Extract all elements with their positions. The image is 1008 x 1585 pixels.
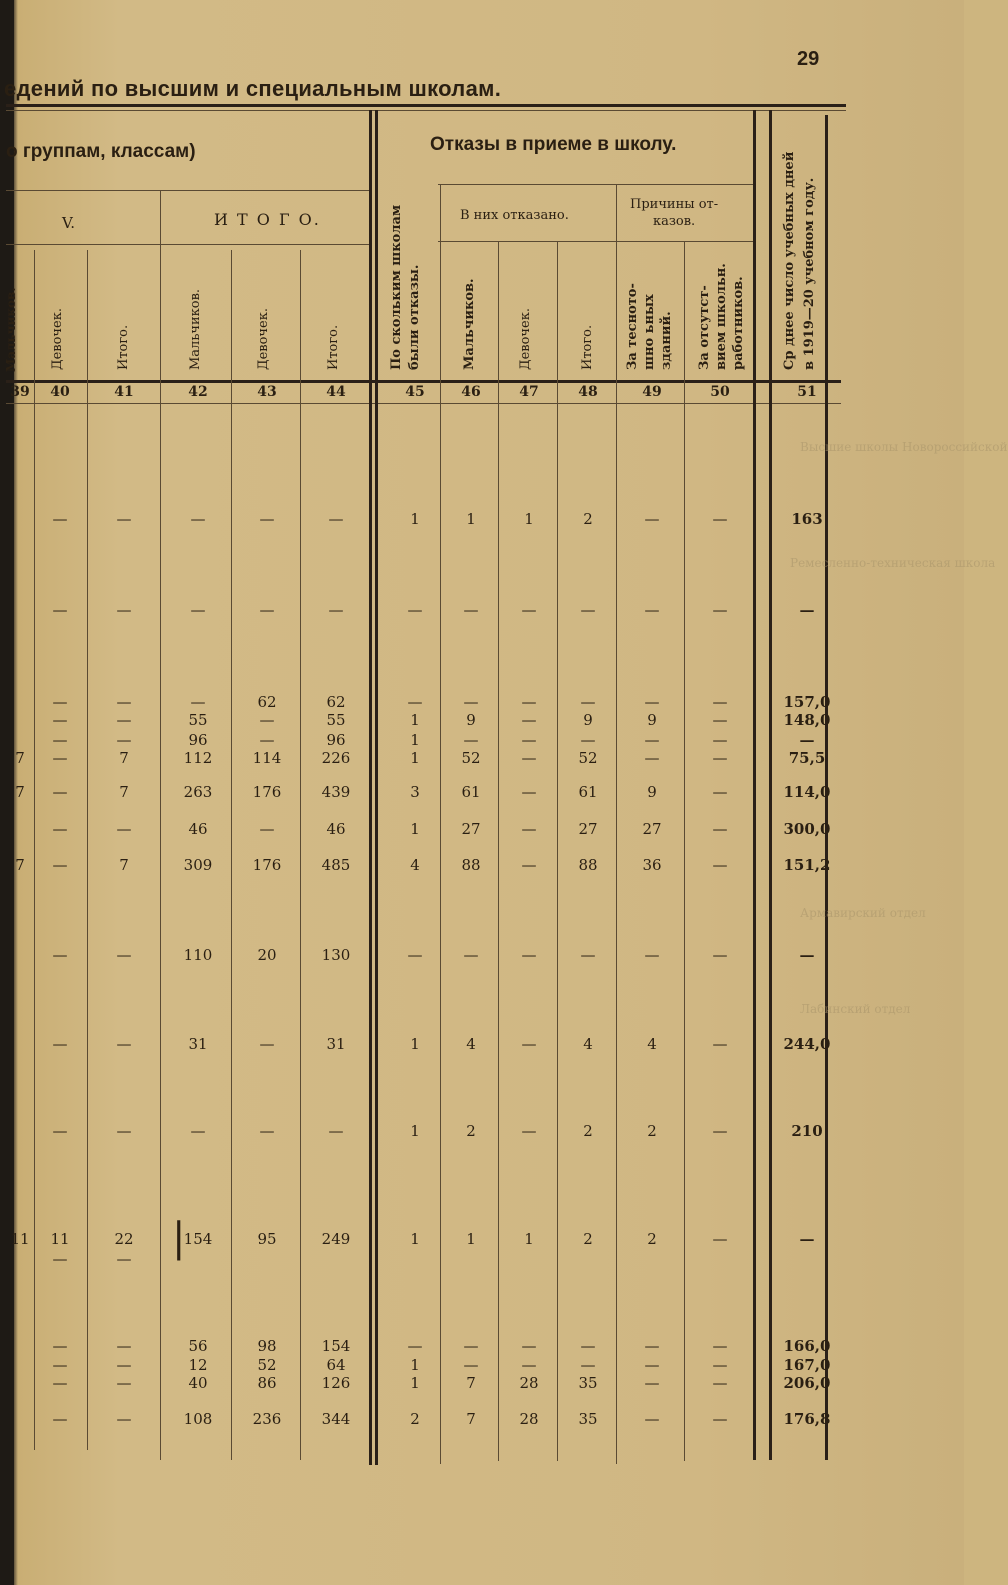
refused-of-them-heading: В них отказано. <box>460 208 569 223</box>
table-cell-c48: 9 <box>583 711 593 729</box>
column-number: 48 <box>578 384 598 400</box>
table-cell-c49: — <box>644 1337 660 1355</box>
table-cell-c49: 27 <box>642 820 662 838</box>
grid-line <box>87 250 88 1450</box>
table-cell-c41: — <box>116 510 132 528</box>
table-cell-c50: — <box>712 783 728 801</box>
table-cell-c42: 108 <box>183 1410 213 1428</box>
table-cell-c51: — <box>799 946 815 964</box>
table-cell-c50: — <box>712 1230 728 1248</box>
table-cell-c46: 1 <box>466 1230 476 1248</box>
table-cell-c44: 226 <box>321 749 351 767</box>
table-cell-c41: — <box>116 1356 132 1374</box>
table-cell-c48: 88 <box>578 856 598 874</box>
table-cell-c42: — <box>190 510 206 528</box>
table-cell-c44: 130 <box>321 946 351 964</box>
table-cell-c45: — <box>407 1337 423 1355</box>
refusals-heading: Отказы в приеме в школу. <box>430 134 677 155</box>
table-cell-c49: — <box>644 731 660 749</box>
table-cell-c41: — <box>116 693 132 711</box>
table-cell-c43: 20 <box>257 946 277 964</box>
table-cell-c42: 154 <box>183 1230 213 1248</box>
table-cell-c43: — <box>259 820 275 838</box>
page-title: едений по высшим и специальным школам. <box>4 76 502 101</box>
table-cell-c50: — <box>712 1122 728 1140</box>
table-cell-c39: 7 <box>15 749 25 767</box>
table-cell-c41: 22 <box>114 1230 134 1248</box>
table-cell-c45: 1 <box>410 711 420 729</box>
reasons-heading: Причины от- казов. <box>630 197 719 229</box>
column-number: 47 <box>519 384 539 400</box>
table-cell-c45: 3 <box>410 783 420 801</box>
table-cell-c48: — <box>580 946 596 964</box>
table-cell-c48: 61 <box>578 783 598 801</box>
table-cell-c43: 95 <box>257 1230 277 1248</box>
grid-line <box>34 250 35 1450</box>
col-header-40: Девочек. <box>50 308 65 370</box>
table-cell-c46: — <box>463 1356 479 1374</box>
column-number: 45 <box>405 384 425 400</box>
table-cell-c40: — <box>52 946 68 964</box>
table-cell-c49: — <box>644 1410 660 1428</box>
table-cell-c46: 9 <box>466 711 476 729</box>
table-cell-c41: — <box>116 731 132 749</box>
table-cell-c51: 148,0 <box>783 711 831 729</box>
col-header-46: Мальчиков. <box>462 278 477 370</box>
table-cell-c46: 7 <box>466 1410 476 1428</box>
table-cell-c43: — <box>259 601 275 619</box>
table-cell-c47: 1 <box>524 510 534 528</box>
table-cell-c40: — <box>52 693 68 711</box>
table-cell-c43: 176 <box>252 856 282 874</box>
column-number: 44 <box>326 384 346 400</box>
table-cell-c49: 2 <box>647 1230 657 1248</box>
table-cell-c51: 166,0 <box>783 1337 831 1355</box>
table-cell-c51: 206,0 <box>783 1374 831 1392</box>
table-cell-c48: 27 <box>578 820 598 838</box>
grid-line <box>231 250 232 1460</box>
table-cell-c47: — <box>521 1122 537 1140</box>
col-header-49: За тесното- шно ьных зданий. <box>625 283 674 370</box>
table-cell-c44: 64 <box>326 1356 346 1374</box>
table-cell-c45: 4 <box>410 856 420 874</box>
table-cell-c40: — <box>52 783 68 801</box>
col-header-43: Девочек. <box>256 308 271 370</box>
table-cell-extra: — <box>52 1250 68 1268</box>
grid-line-double <box>369 110 372 1465</box>
column-number: 40 <box>50 384 70 400</box>
col-header-45: По скольким школам были отказы. <box>389 204 422 370</box>
table-cell-c48: — <box>580 1337 596 1355</box>
table-cell-c50: — <box>712 820 728 838</box>
table-cell-c48: 35 <box>578 1374 598 1392</box>
table-cell-c43: — <box>259 1035 275 1053</box>
bleed-through-text: Высшие школы Новороссийской <box>800 440 1008 454</box>
table-cell-c50: — <box>712 711 728 729</box>
col-header-41: Итого. <box>116 324 131 370</box>
column-number: 42 <box>188 384 208 400</box>
table-cell-c45: 1 <box>410 1374 420 1392</box>
table-cell-c47: — <box>521 856 537 874</box>
table-cell-c42: 55 <box>188 711 208 729</box>
grid-line <box>557 241 558 1461</box>
col-header-50: За отсутст- вием школьн. работников. <box>697 263 746 370</box>
table-cell-c46: 7 <box>466 1374 476 1392</box>
table-cell-c45: — <box>407 693 423 711</box>
column-number: 43 <box>257 384 277 400</box>
table-cell-c51: 176,8 <box>783 1410 831 1428</box>
col-header-42: Мальчиков. <box>188 288 203 370</box>
title-rule <box>6 104 846 107</box>
table-cell-c41: 7 <box>119 783 129 801</box>
table-cell-c50: — <box>712 749 728 767</box>
table-cell-c51: 157,0 <box>783 693 831 711</box>
table-cell-c46: 1 <box>466 510 476 528</box>
table-cell-c42: 56 <box>188 1337 208 1355</box>
table-cell-c41: — <box>116 1374 132 1392</box>
column-number: 46 <box>461 384 481 400</box>
col-header-44: Итого. <box>326 324 341 370</box>
table-cell-c49: 2 <box>647 1122 657 1140</box>
table-cell-c46: 27 <box>461 820 481 838</box>
table-cell-c41: — <box>116 946 132 964</box>
column-number: 39 <box>10 384 30 400</box>
table-cell-c39: 7 <box>15 783 25 801</box>
table-cell-c47: — <box>521 1356 537 1374</box>
table-cell-c50: — <box>712 856 728 874</box>
table-cell-c43: 236 <box>252 1410 282 1428</box>
table-cell-c44: 46 <box>326 820 346 838</box>
table-cell-c47: — <box>521 731 537 749</box>
table-cell-c48: 2 <box>583 1122 593 1140</box>
table-cell-c50: — <box>712 1356 728 1374</box>
table-cell-c50: — <box>712 510 728 528</box>
table-cell-c46: 52 <box>461 749 481 767</box>
table-cell-c51: 210 <box>791 1122 823 1140</box>
table-cell-c41: — <box>116 601 132 619</box>
table-cell-c50: — <box>712 601 728 619</box>
table-cell-c41: — <box>116 711 132 729</box>
table-cell-c51: — <box>799 731 815 749</box>
table-cell-c48: 4 <box>583 1035 593 1053</box>
table-cell-c44: — <box>328 1122 344 1140</box>
table-cell-c43: 62 <box>257 693 277 711</box>
bleed-through-text: Ремесленно-техническая школа <box>790 556 996 570</box>
table-cell-c42: 112 <box>183 749 213 767</box>
table-cell-c43: 114 <box>252 749 282 767</box>
grid-line-double <box>769 110 772 1460</box>
table-cell-c41: — <box>116 1337 132 1355</box>
table-cell-c49: — <box>644 601 660 619</box>
column-number: 51 <box>797 384 817 400</box>
table-cell-c40: — <box>52 749 68 767</box>
grade-v-heading: V. <box>62 214 75 232</box>
table-cell-c50: — <box>712 1374 728 1392</box>
table-cell-c42: 12 <box>188 1356 208 1374</box>
table-cell-c48: 2 <box>583 510 593 528</box>
table-cell-c42: — <box>190 601 206 619</box>
row-brace: | <box>172 1215 186 1261</box>
table-cell-c42: 110 <box>183 946 213 964</box>
table-cell-c40: — <box>52 731 68 749</box>
table-cell-c48: 52 <box>578 749 598 767</box>
table-cell-c41: — <box>116 1035 132 1053</box>
grid-line <box>498 241 499 1461</box>
table-cell-c42: 309 <box>183 856 213 874</box>
grid-line <box>300 250 301 1460</box>
table-cell-c40: — <box>52 1122 68 1140</box>
table-cell-c41: — <box>116 1122 132 1140</box>
table-cell-c43: 86 <box>257 1374 277 1392</box>
table-cell-c47: — <box>521 749 537 767</box>
table-cell-c45: 1 <box>410 820 420 838</box>
table-cell-c44: 344 <box>321 1410 351 1428</box>
table-cell-c48: 2 <box>583 1230 593 1248</box>
table-cell-c51: 300,0 <box>783 820 831 838</box>
column-number: 50 <box>710 384 730 400</box>
bleed-through-text: Армавирский отдел <box>800 906 926 920</box>
table-cell-c45: 1 <box>410 1356 420 1374</box>
col-header-boys-cut: Мальчиков. <box>4 287 18 372</box>
col-header-47: Девочек. <box>518 308 533 370</box>
table-cell-c44: 249 <box>321 1230 351 1248</box>
table-cell-c40: — <box>52 510 68 528</box>
table-cell-c45: 1 <box>410 510 420 528</box>
table-cell-c49: — <box>644 749 660 767</box>
table-cell-c49: — <box>644 946 660 964</box>
table-cell-extra: — <box>116 1250 132 1268</box>
table-cell-c51: 114,0 <box>783 783 831 801</box>
table-cell-c47: — <box>521 783 537 801</box>
grid-line <box>160 190 161 1460</box>
table-cell-c48: — <box>580 1356 596 1374</box>
header-rule-1 <box>6 190 371 191</box>
table-cell-c43: 52 <box>257 1356 277 1374</box>
table-cell-c41: 7 <box>119 856 129 874</box>
table-cell-c40: — <box>52 1337 68 1355</box>
table-cell-c41: — <box>116 820 132 838</box>
table-cell-c44: 485 <box>321 856 351 874</box>
table-cell-c48: — <box>580 693 596 711</box>
col-header-51: Ср днее число учебных дней в 1919—20 учебном году. <box>782 151 817 370</box>
table-cell-c47: 28 <box>519 1410 539 1428</box>
header-top-rule <box>6 110 846 111</box>
table-cell-c48: — <box>580 601 596 619</box>
table-cell-c47: — <box>521 693 537 711</box>
table-cell-c42: 40 <box>188 1374 208 1392</box>
page-number: 29 <box>797 48 820 70</box>
table-cell-c46: 88 <box>461 856 481 874</box>
colnum-bottom-rule <box>6 403 841 404</box>
table-cell-c44: 31 <box>326 1035 346 1053</box>
header-rule-3 <box>6 244 371 245</box>
table-cell-c46: 61 <box>461 783 481 801</box>
table-cell-c44: 55 <box>326 711 346 729</box>
table-cell-c48: 35 <box>578 1410 598 1428</box>
table-cell-c43: 98 <box>257 1337 277 1355</box>
table-cell-c49: — <box>644 510 660 528</box>
table-cell-c44: 96 <box>326 731 346 749</box>
table-cell-c43: — <box>259 510 275 528</box>
table-cell-c45: 1 <box>410 731 420 749</box>
table-cell-c47: 1 <box>524 1230 534 1248</box>
table-cell-c47: — <box>521 711 537 729</box>
grid-line-double <box>753 110 756 1460</box>
header-rule-4 <box>438 241 756 242</box>
table-cell-c50: — <box>712 946 728 964</box>
table-cell-c40: — <box>52 1410 68 1428</box>
table-cell-c42: 46 <box>188 820 208 838</box>
table-cell-c40: — <box>52 856 68 874</box>
bleed-through-text: Лабинский отдел <box>800 1002 911 1016</box>
table-cell-c40: 11 <box>50 1230 70 1248</box>
table-cell-c47: — <box>521 1035 537 1053</box>
table-cell-c49: 9 <box>647 711 657 729</box>
table-cell-c47: — <box>521 946 537 964</box>
table-cell-c46: — <box>463 946 479 964</box>
table-cell-c45: 2 <box>410 1410 420 1428</box>
table-cell-c43: — <box>259 1122 275 1140</box>
table-cell-c40: — <box>52 601 68 619</box>
table-cell-c41: 7 <box>119 749 129 767</box>
header-rule-2 <box>438 184 756 185</box>
table-cell-c42: 263 <box>183 783 213 801</box>
table-cell-c44: 62 <box>326 693 346 711</box>
table-cell-c49: 36 <box>642 856 662 874</box>
table-cell-c51: 75,5 <box>788 749 826 767</box>
table-cell-c46: — <box>463 693 479 711</box>
table-cell-c45: 1 <box>410 749 420 767</box>
table-cell-c42: 96 <box>188 731 208 749</box>
table-cell-c44: 154 <box>321 1337 351 1355</box>
table-cell-c42: 31 <box>188 1035 208 1053</box>
itogo-heading: И Т О Г О. <box>214 210 321 229</box>
table-cell-c44: 439 <box>321 783 351 801</box>
table-cell-c49: — <box>644 693 660 711</box>
left-group-heading: о группам, классам) <box>6 141 196 162</box>
table-cell-c47: — <box>521 1337 537 1355</box>
table-cell-c44: — <box>328 601 344 619</box>
grid-line <box>684 241 685 1461</box>
table-cell-c39: 11 <box>10 1230 30 1248</box>
table-cell-c50: — <box>712 1410 728 1428</box>
table-cell-c45: 1 <box>410 1230 420 1248</box>
table-cell-c51: 151,2 <box>783 856 831 874</box>
table-cell-c43: 176 <box>252 783 282 801</box>
table-cell-c45: 1 <box>410 1035 420 1053</box>
table-cell-c46: 2 <box>466 1122 476 1140</box>
table-cell-c49: — <box>644 1374 660 1392</box>
table-cell-c41: — <box>116 1410 132 1428</box>
table-cell-c46: — <box>463 731 479 749</box>
table-cell-c49: 4 <box>647 1035 657 1053</box>
table-cell-c50: — <box>712 1035 728 1053</box>
table-cell-c40: — <box>52 711 68 729</box>
table-cell-c49: — <box>644 1356 660 1374</box>
table-cell-c46: 4 <box>466 1035 476 1053</box>
table-cell-c45: — <box>407 601 423 619</box>
table-cell-c49: 9 <box>647 783 657 801</box>
column-number: 41 <box>114 384 134 400</box>
column-number: 49 <box>642 384 662 400</box>
table-cell-c40: — <box>52 820 68 838</box>
table-cell-c39: 7 <box>15 856 25 874</box>
table-cell-c42: — <box>190 693 206 711</box>
col-header-48: Итого. <box>580 324 595 370</box>
colnum-top-rule <box>6 380 841 383</box>
table-cell-c51: — <box>799 1230 815 1248</box>
grid-line-double <box>375 110 378 1465</box>
table-cell-c47: 28 <box>519 1374 539 1392</box>
table-cell-c46: — <box>463 1337 479 1355</box>
table-cell-c40: — <box>52 1374 68 1392</box>
table-cell-c40: — <box>52 1356 68 1374</box>
table-cell-c40: — <box>52 1035 68 1053</box>
table-cell-c47: — <box>521 820 537 838</box>
table-cell-c50: — <box>712 1337 728 1355</box>
table-cell-c50: — <box>712 693 728 711</box>
table-cell-c44: — <box>328 510 344 528</box>
table-cell-c51: 163 <box>791 510 823 528</box>
table-cell-c44: 126 <box>321 1374 351 1392</box>
table-cell-c50: — <box>712 731 728 749</box>
table-cell-c46: — <box>463 601 479 619</box>
table-cell-c43: — <box>259 711 275 729</box>
table-cell-c51: 167,0 <box>783 1356 831 1374</box>
table-cell-c51: — <box>799 601 815 619</box>
table-cell-c48: — <box>580 731 596 749</box>
table-cell-c47: — <box>521 601 537 619</box>
table-cell-c43: — <box>259 731 275 749</box>
table-cell-c51: 244,0 <box>783 1035 831 1053</box>
table-cell-c45: — <box>407 946 423 964</box>
table-cell-c45: 1 <box>410 1122 420 1140</box>
table-cell-c42: — <box>190 1122 206 1140</box>
